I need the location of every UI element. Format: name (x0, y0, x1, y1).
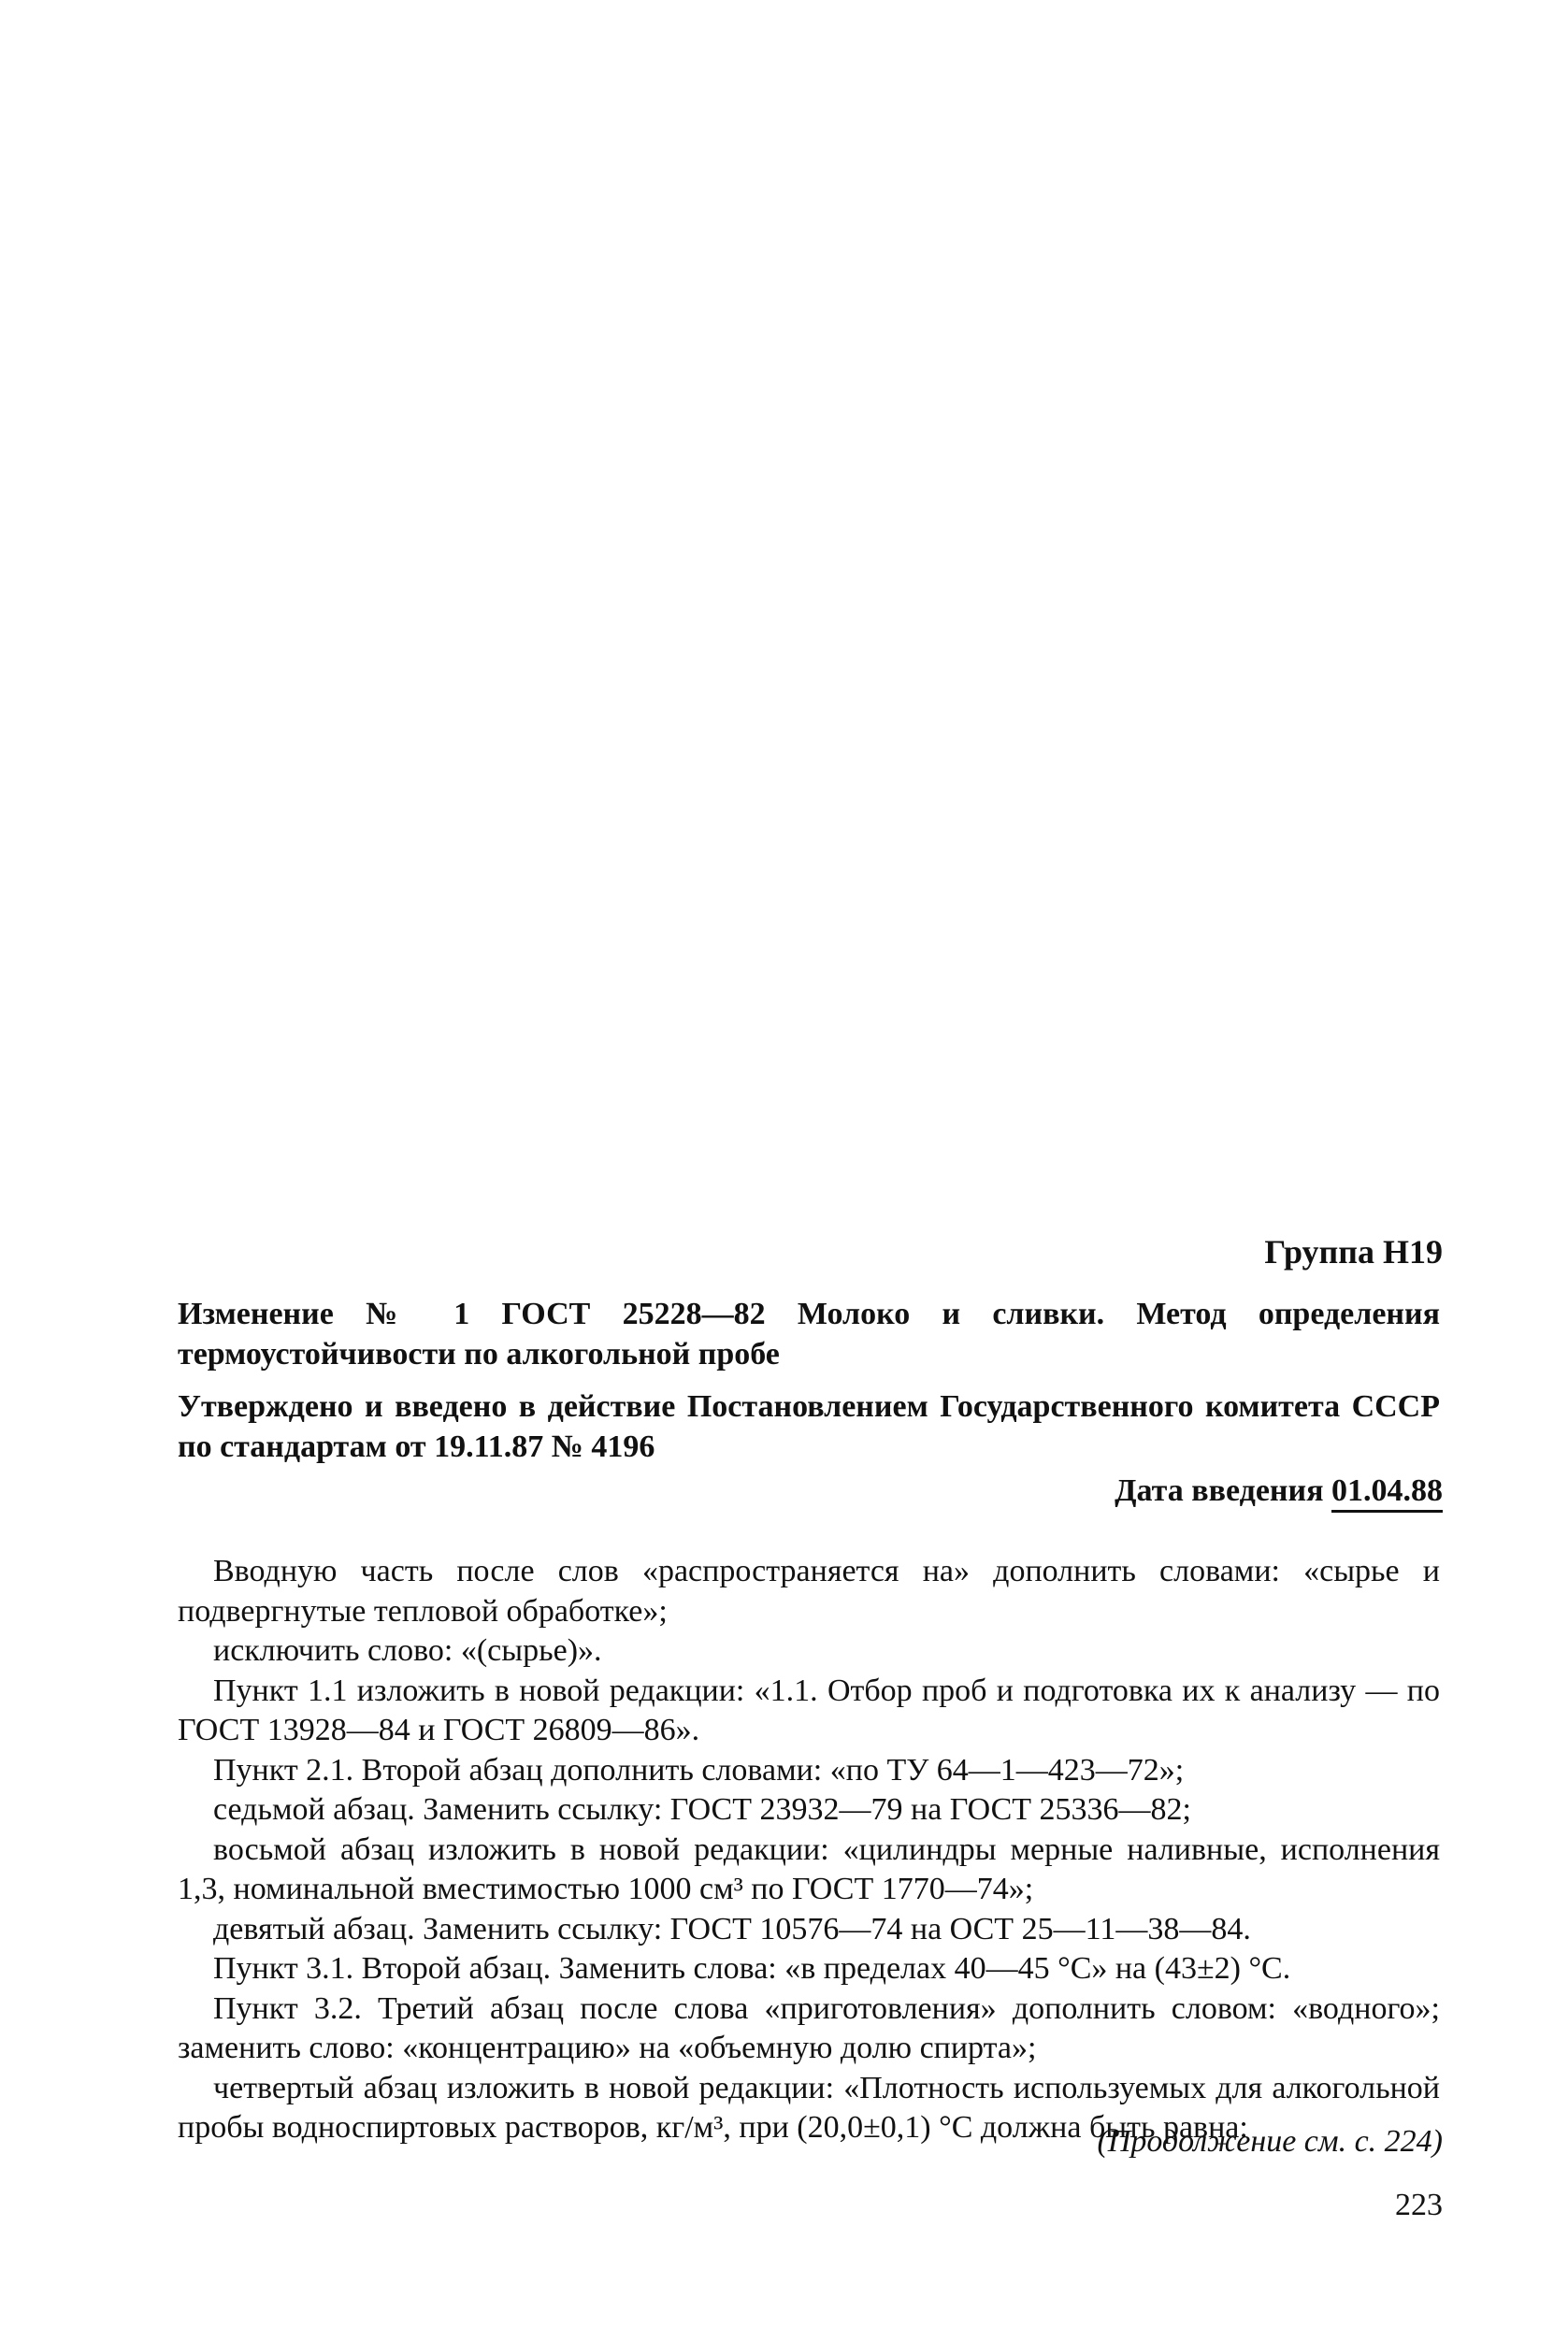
effective-date-value: 01.04.88 (1331, 1473, 1443, 1513)
paragraph: Вводную часть после слов «распространяется на» дополнить словами: «сырье и подвергнутые тепловой обработке»; (178, 1554, 1440, 1629)
paragraph: Пункт 1.1 изложить в новой редакции: «1.1. Отбор проб и подготовка их к анализу — по ГОСТ 13928—84 и ГОСТ 26809—86». (178, 1673, 1440, 1747)
paragraph: седьмой абзац. Заменить ссылку: ГОСТ 23932—79 на ГОСТ 25336—82; (213, 1792, 1191, 1827)
group-code: Группа Н19 (1264, 1233, 1443, 1271)
paragraph: исключить слово: «(сырье)». (213, 1633, 602, 1668)
document-title: Изменение № 1 ГОСТ 25228—82 Молоко и сливки. Метод определения термоустойчивости по алкогольной пробе (178, 1297, 1440, 1372)
paragraph: Пункт 3.2. Третий абзац после слова «приготовления» дополнить словом: «водного»; заменить слово: «концентрацию» на «объемную долю спирта»; (178, 1990, 1440, 2065)
approval-statement: Утверждено и введено в действие Постановлением Государственного комитета СССР по стандартам от 19.11.87 № 4196 (178, 1389, 1440, 1464)
paragraph: Пункт 2.1. Второй абзац дополнить словами: «по ТУ 64—1—423—72»; (213, 1752, 1185, 1788)
effective-date-label: Дата введения (1115, 1473, 1324, 1508)
continuation-note: (Продолжение см. с. 224) (1097, 2124, 1443, 2159)
document-body (178, 1552, 1440, 2148)
paragraph: восьмой абзац изложить в новой редакции: «цилиндры мерные наливные, исполнения 1,3, номинальной вместимостью 1000 см³ по ГОСТ 1770—74»; (178, 1831, 1440, 1906)
paragraph: четвертый абзац изложить в новой редакции: «Плотность используемых для алкогольной пробы водноспиртовых растворов, кг/м³, при (20,0±0,1) °С должна быть равна: (178, 2070, 1440, 2145)
paragraph: девятый абзац. Заменить ссылку: ГОСТ 10576—74 на ОСТ 25—11—38—84. (213, 1911, 1251, 1946)
paragraph: Пункт 3.1. Второй абзац. Заменить слова: «в пределах 40—45 °С» на (43±2) °С. (213, 1951, 1291, 1986)
page-number: 223 (1395, 2188, 1443, 2222)
effective-date (1115, 1473, 1443, 1509)
